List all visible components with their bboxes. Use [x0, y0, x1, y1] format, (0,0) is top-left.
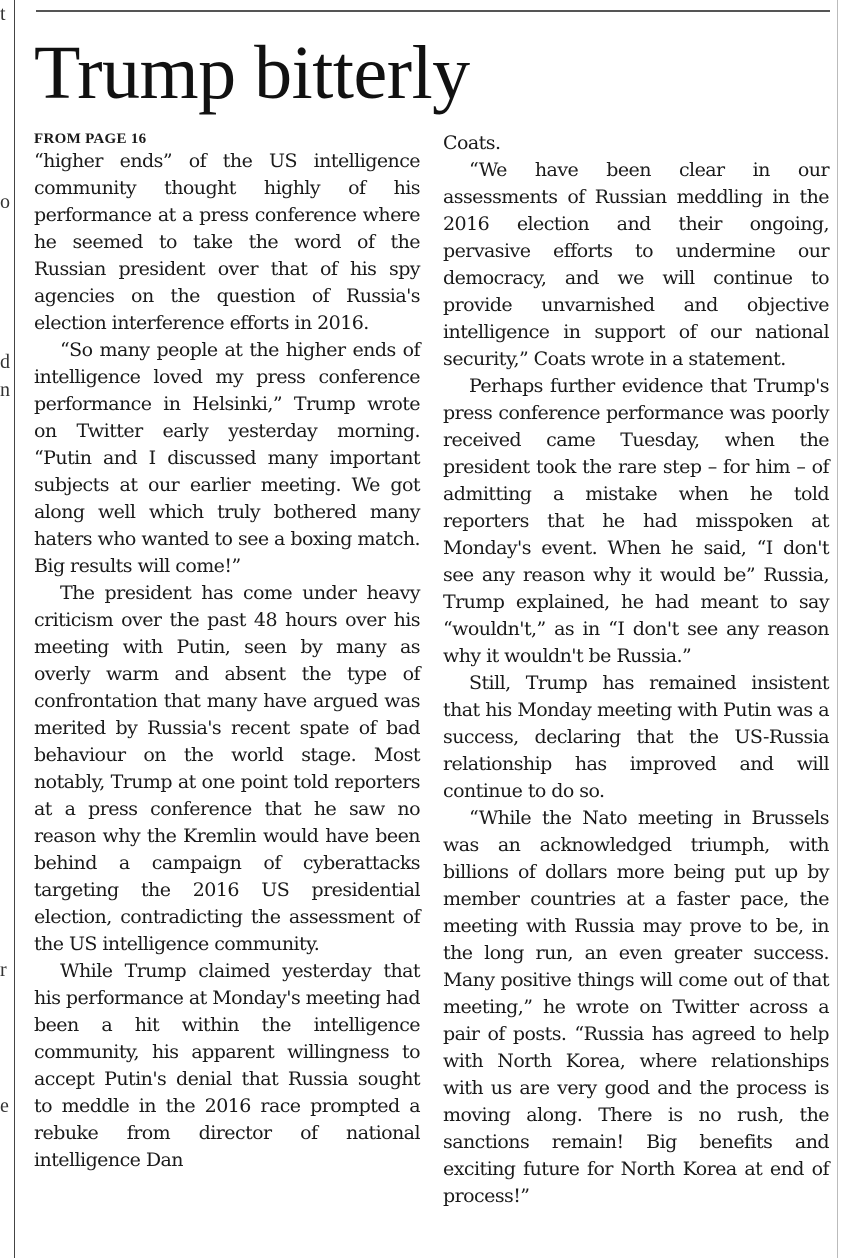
jump-line: FROM PAGE 16 [34, 131, 147, 147]
article-paragraph: “So many people at the higher ends of intelligence loved my press conference performance in Helsinki,” Trump wrote on Twitter early yesterday morning. “Putin and I discussed many important subjects at our earlier meeting. We got along well which truly bothered many haters who wanted to see a boxing match. Big results will come!” [34, 339, 420, 577]
adjacent-column-fragment: r [0, 959, 7, 981]
adjacent-column-fragment: n [0, 379, 10, 401]
article-paragraph: “We have been clear in our assessments of Russian meddling in the 2016 election and their ongoing, pervasive efforts to undermine our democracy, and we will continue to provide unvarnished and objective intelligence in support of our national security,” Coats wrote in a statement. [443, 159, 829, 370]
adjacent-column-fragment: o [0, 191, 10, 213]
article-paragraph: “While the Nato meeting in Brussels was an acknowledged triumph, with billions of dollars more being put up by member countries at a faster pace, the meeting with Russia may prove to be, in the long run, an even greater success. Many positive things will come out of that meeting,” he wrote on Twitter across a pair of posts. “Russia has agreed to help with North Korea, where relationships with us are very good and the process is moving along. There is no rush, the sanctions remain! Big benefits and exciting future for North Korea at end of process!” [443, 807, 829, 1207]
adjacent-column-edge [0, 0, 15, 1258]
article-paragraph: The president has come under heavy criticism over the past 48 hours over his meeting with Putin, seen by many as overly warm and absent the type of confrontation that many have argued was merited by Russia's recent spate of bad behaviour on the world stage. Most notably, Trump at one point told reporters at a press conference that he saw no reason why the Kremlin would have been behind a campaign of cyberattacks targeting the 2016 US presidential election, contradicting the assessment of the US intelligence community. [34, 582, 420, 955]
article-paragraph: While Trump claimed yesterday that his performance at Monday's meeting had been a hit within the intelligence community, his apparent willingness to accept Putin's denial that Russia sought to meddle in the 2016 race prompted a rebuke from director of national intelligence Dan [34, 960, 420, 1171]
article-paragraph: Coats. [443, 132, 501, 154]
headline: Trump bitterly [34, 31, 470, 115]
page-edge-rule [837, 0, 838, 1258]
article-paragraph: Perhaps further evidence that Trump's press conference performance was poorly received came Tuesday, when the president took the rare step – for him – of admitting a mistake when he told reporters that he had misspoken at Monday's event. When he said, “I don't see any reason why it would be” Russia, Trump explained, he had meant to say “wouldn't,” as in “I don't see any reason why it wouldn't be Russia.” [443, 375, 829, 667]
adjacent-column-fragment: t [0, 3, 6, 25]
article-paragraph: “higher ends” of the US intelligence community thought highly of his performance at a press conference where he seemed to take the word of the Russian president over that of his spy agencies on the question of Russia's election interference efforts in 2016. [34, 150, 420, 334]
article-column-left [34, 128, 420, 1174]
top-rule [36, 10, 830, 12]
adjacent-column-fragment: d [0, 351, 10, 373]
article-paragraph: Still, Trump has remained insistent that his Monday meeting with Putin was a success, declaring that the US-Russia relationship has improved and will continue to do so. [443, 672, 829, 802]
adjacent-column-fragment: e [0, 1095, 9, 1117]
article-column-right [443, 128, 829, 1210]
